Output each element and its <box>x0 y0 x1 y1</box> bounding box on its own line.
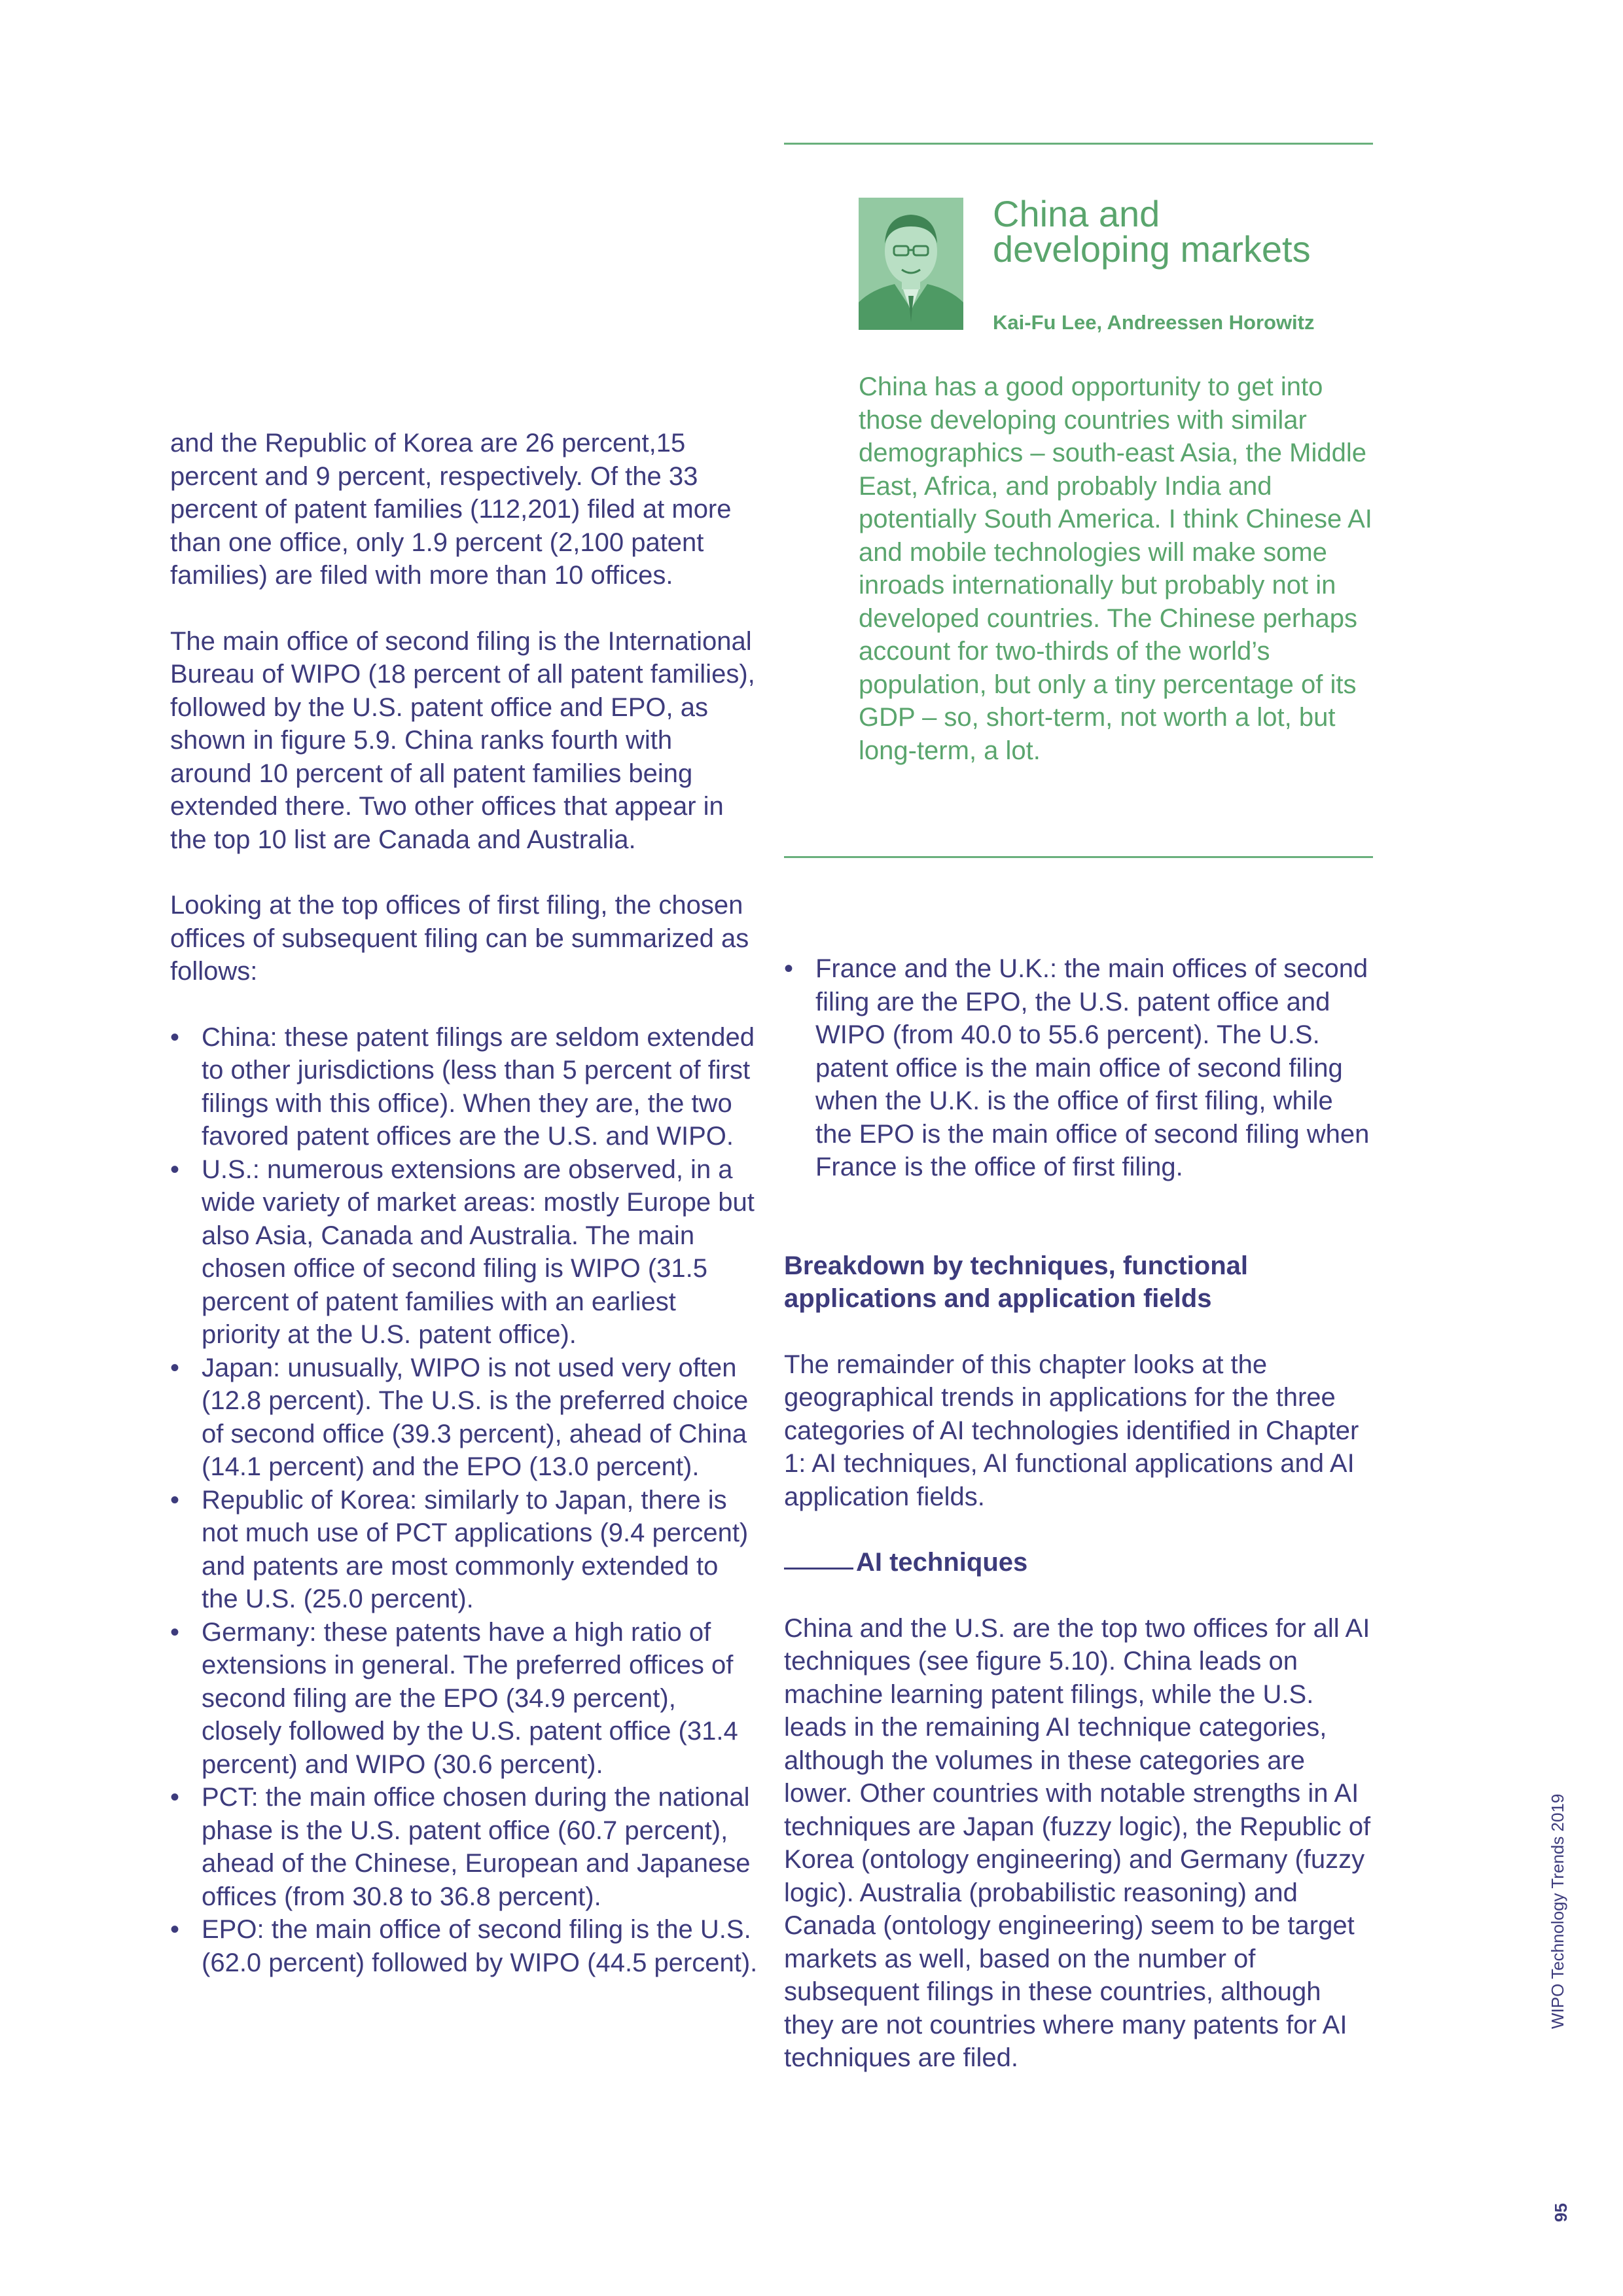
interview-quote: China has a good opportunity to get into those developing countries with similar demographics – south-east Asia, the Middle East, Africa, and probably India and potentially South America. I think Chinese AI and mobile technologies will make some inroads internationally but probably not in developed countries. The Chinese perhaps account for two-thirds of the world’s population, but only a tiny percentage of its GDP – so, short-term, not worth a lot, but long-term, a lot. <box>859 372 1372 765</box>
portrait-photo <box>859 198 963 330</box>
right-paragraph-1: The remainder of this chapter looks at the geographical trends in applications for the three categories of AI technologies identified in Chapter 1: AI techniques, AI functional applications and AI application fields. <box>784 1350 1359 1511</box>
left-paragraph-2: The main office of second filing is the International Bureau of WIPO (18 percent of all patent families), followed by the U.S. patent office and EPO, as shown in figure 5.9. China ranks fourth with around 10 percent of all patent families being extended there. Two other offices that appear in the top 10 list are Canada and Australia. <box>170 626 755 854</box>
right-paragraph-2: China and the U.S. are the top two offices for all AI techniques (see figure 5.10). China leads on machine learning patent filings, while the U.S. leads in the remaining AI technique categories, although the volumes in these categories are lower. Other countries with notable strengths in AI techniques are Japan (fuzzy logic), the Republic of Korea (ontology engineering) and Germany (fuzzy logic). Australia (probabilistic reasoning) and Canada (ontology engineering) seem to be target markets as well, based on the number of subsequent filings in these countries, although they are not countries where many patents for AI techniques are filed. <box>784 1613 1371 2072</box>
subsection-heading <box>784 1546 1373 1579</box>
list-item: • China: these patent filings are seldom extended to other jurisdictions (less than 5 percent of first filings with this office). When they are, the two favored patent offices are the U.S. and WIPO. <box>170 1021 759 1153</box>
list-item: • Republic of Korea: similarly to Japan, there is not much use of PCT applications (9.4 percent) and patents are most commonly extended to the U.S. (25.0 percent). <box>170 1484 759 1616</box>
office-bullet-list-continued <box>784 952 1373 1184</box>
left-column <box>170 427 759 1979</box>
list-item: • Japan: unusually, WIPO is not used very often (12.8 percent). The U.S. is the preferred choice of second office (39.3 percent), ahead of China (14.1 percent) and the EPO (13.0 percent). <box>170 1352 759 1484</box>
interview-author: Kai-Fu Lee, Andreessen Horowitz <box>993 311 1315 334</box>
office-bullet-list <box>170 1021 759 1980</box>
interview-title <box>993 193 1359 270</box>
right-column <box>784 952 1373 2108</box>
left-paragraph-1: and the Republic of Korea are 26 percent,15 percent and 9 percent, respectively. Of the 33 percent of patent families (112,201) filed at more than one office, only 1.9 percent (2,100 patent families) are filed with more than 10 offices. <box>170 429 732 590</box>
interview-top-rule <box>784 143 1373 145</box>
list-item: • France and the U.K.: the main offices of second filing are the EPO, the U.S. patent office and WIPO (from 40.0 to 55.6 percent). The U.S. patent office is the main office of second filing when the U.K. is the office of first filing, while the EPO is the main office of second filing when France is the office of first filing. <box>784 952 1373 1184</box>
publication-title: WIPO Technology Trends 2019 <box>1548 1793 1567 2029</box>
subheading-rule <box>784 1548 853 1570</box>
portrait-icon <box>859 198 963 330</box>
interview-title-line2: developing markets <box>993 228 1311 270</box>
subheading-text: AI techniques <box>856 1548 1028 1577</box>
list-item: • Germany: these patents have a high ratio of extensions in general. The preferred offices of second filing are the EPO (34.9 percent), closely followed by the U.S. patent office (31.4 percent) and WIPO (30.6 percent). <box>170 1616 759 1782</box>
section-heading: Breakdown by techniques, functional applications and application fields <box>784 1251 1248 1313</box>
list-item: • U.S.: numerous extensions are observed, in a wide variety of market areas: mostly Europe but also Asia, Canada and Australia. The main chosen office of second filing is WIPO (31.5 percent of patent families with an earliest priority at the U.S. patent office). <box>170 1153 759 1352</box>
interview-bottom-rule <box>784 856 1373 858</box>
page-number: 95 <box>1551 2203 1571 2222</box>
list-item: • EPO: the main office of second filing is the U.S. (62.0 percent) followed by WIPO (44.5 percent). <box>170 1913 759 1979</box>
list-item: • PCT: the main office chosen during the national phase is the U.S. patent office (60.7 percent), ahead of the Chinese, European and Japanese offices (from 30.8 to 36.8 percent). <box>170 1781 759 1913</box>
interview-title-line1: China and <box>993 193 1160 234</box>
left-paragraph-3: Looking at the top offices of first filing, the chosen offices of subsequent filing can be summarized as follows: <box>170 891 749 986</box>
